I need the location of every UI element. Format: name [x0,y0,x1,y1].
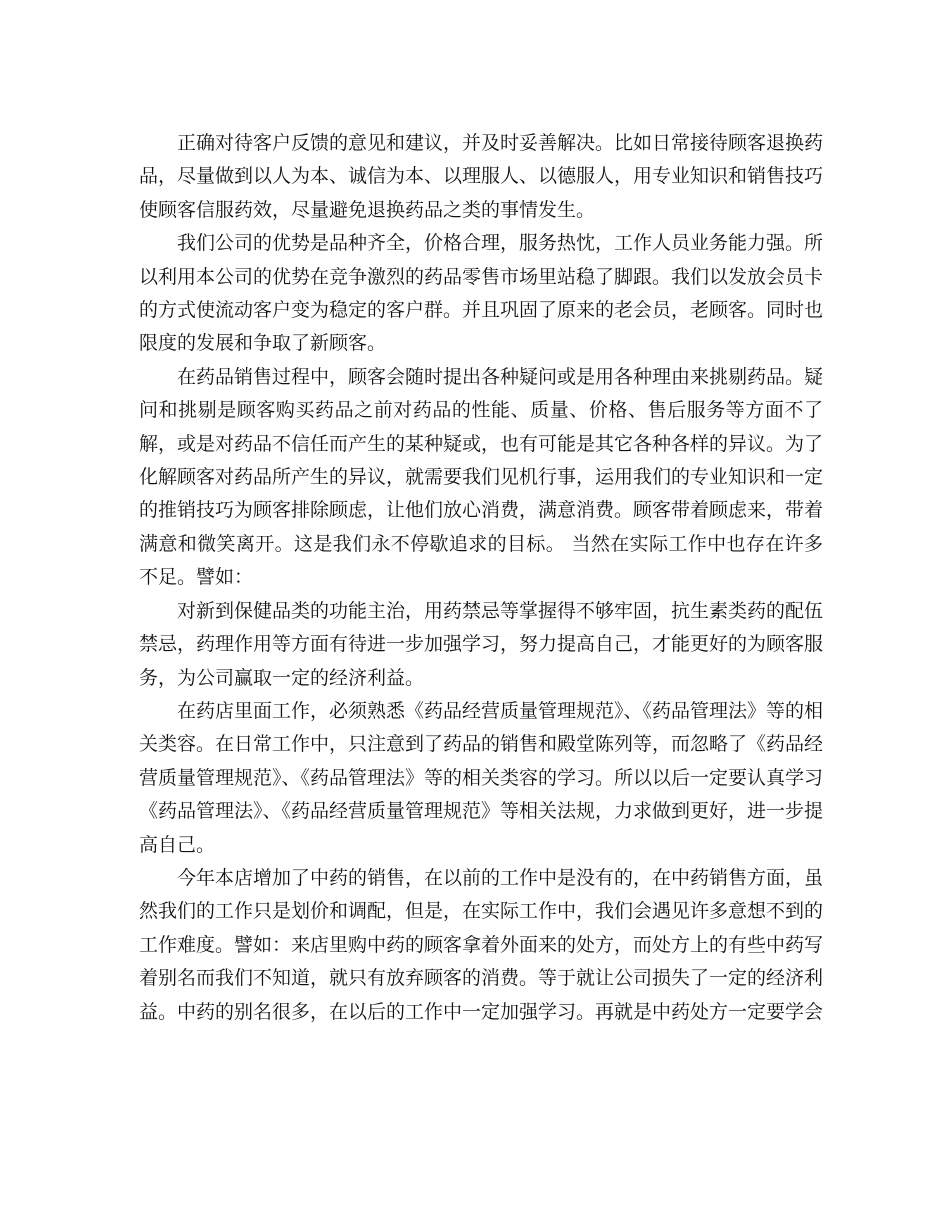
paragraph-chinese-medicine: 今年本店增加了中药的销售，在以前的工作中是没有的，在中药销售方面，虽然我们的工作只是划价和调配，但是，在实际工作中，我们会遇见许多意想不到的工作难度。譬如：来店里购中药的顾客拿着外面来的处方，而处方上的有些中药写着别名而我们不知道，就只有放弃顾客的消费。等于就让公司损失了一定的经济利益。中药的别名很多，在以后的工作中一定加强学习。再就是中药处方一定要学会 [139,866,824,1023]
paragraph-customer-feedback: 正确对待客户反馈的意见和建议，并及时妥善解决。比如日常接待顾客退换药品，尽量做到以人为本、诚信为本、以理服人、以德服人，用专业知识和销售技巧使顾客信服药效，尽量避免退换药品之类的事情发生。 [139,132,824,221]
paragraph-sales-process: 在药品销售过程中，顾客会随时提出各种疑问或是用各种理由来挑剔药品。疑问和挑剔是顾客购买药品之前对药品的性能、质量、价格、售后服务等方面不了解，或是对药品不信任而产生的某种疑或，也有可能是其它各种各样的异议。为了化解顾客对药品所产生的异议，就需要我们见机行事，运用我们的专业知识和一定的推销技巧为顾客排除顾虑，让他们放心消费，满意消费。顾客带着顾虑来，带着满意和微笑离开。这是我们永不停歇追求的目标。 当然在实际工作中也存在许多不足。譬如： [139,365,824,589]
paragraph-product-knowledge: 对新到保健品类的功能主治，用药禁忌等掌握得不够牢固，抗生素类药的配伍禁忌，药理作用等方面有待进一步加强学习，努力提高自己，才能更好的为顾客服务，为公司赢取一定的经济利益。 [139,599,824,689]
document-body [139,127,823,1029]
paragraph-regulations: 在药店里面工作，必须熟悉《药品经营质量管理规范》、《药品管理法》等的相关类容。在日常工作中，只注意到了药品的销售和殿堂陈列等，而忽略了《药品经营质量管理规范》、《药品管理法》等的相关类容的学习。所以以后一定要认真学习《药品管理法》、《药品经营质量管理规范》等相关法规，力求做到更好，进一步提高自己。 [139,699,824,856]
paragraph-company-advantages: 我们公司的优势是品种齐全，价格合理，服务热忱，工作人员业务能力强。所以利用本公司的优势在竞争激烈的药品零售市场里站稳了脚跟。我们以发放会员卡的方式使流动客户变为稳定的客户群。并且巩固了原来的老会员，老顾客。同时也限度的发展和争取了新顾客。 [139,232,824,355]
